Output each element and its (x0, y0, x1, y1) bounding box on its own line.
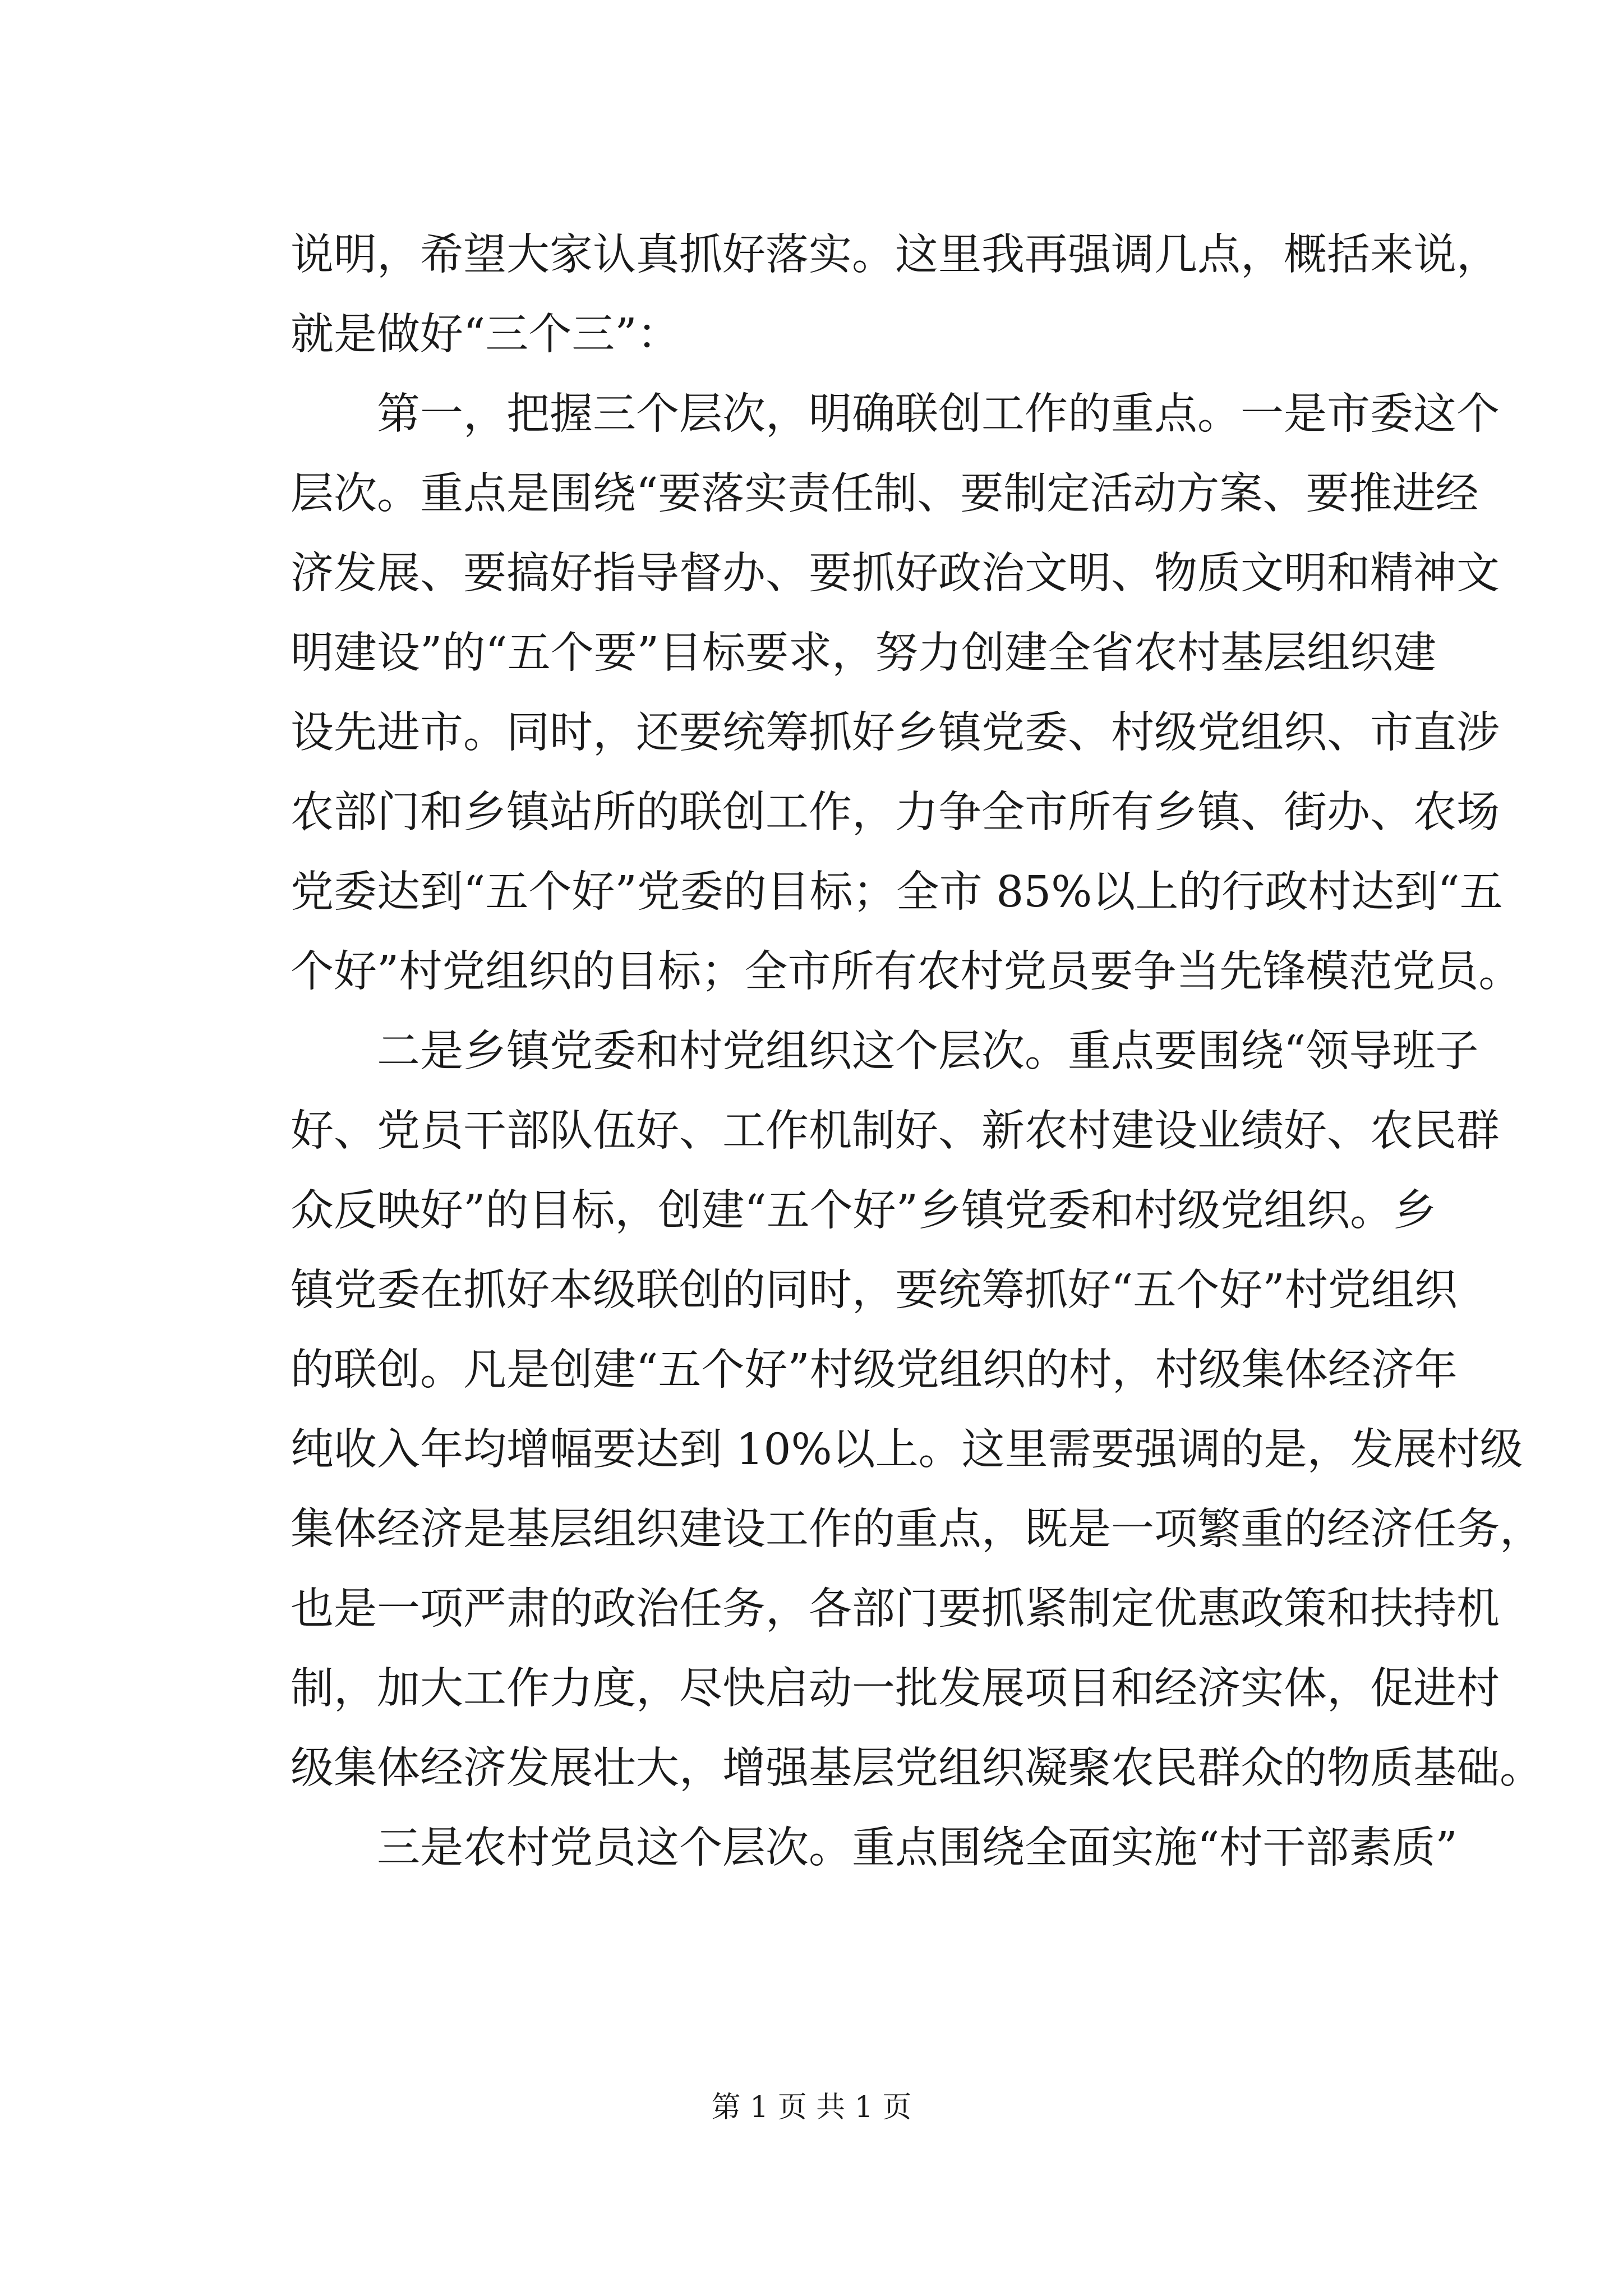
text-line: 农部门和乡镇站所的联创工作，力争全市所有乡镇、街办、农场 (291, 788, 1500, 838)
text-line: 济发展、要搞好指导督办、要抓好政治文明、物质文明和精神文 (291, 549, 1500, 599)
text-line: 制，加大工作力度，尽快启动一批发展项目和经济实体，促进村 (291, 1664, 1500, 1714)
paragraph-start-line: 三是农村党员这个层次。重点围绕全面实施“村干部素质” (377, 1823, 1458, 1873)
text-line: 的联创。凡是创建“五个好”村级党组织的村，村级集体经济年 (291, 1345, 1458, 1395)
text-line: 明建设”的“五个要”目标要求，努力创建全省农村基层组织建 (291, 628, 1437, 678)
text-line: 就是做好“三个三”： (291, 310, 680, 360)
text-line: 纯收入年均增幅要达到 10%以上。这里需要强调的是，发展村级 (291, 1425, 1523, 1475)
document-body (291, 215, 1543, 1888)
text-line: 说明，希望大家认真抓好落实。这里我再强调几点，概括来说， (291, 230, 1500, 280)
text-line: 集体经济是基层组织建设工作的重点，既是一项繁重的经济任务， (291, 1504, 1543, 1554)
text-line: 镇党委在抓好本级联创的同时，要统筹抓好“五个好”村党组织 (291, 1266, 1458, 1315)
text-line: 党委达到“五个好”党委的目标；全市 85%以上的行政村达到“五 (291, 867, 1503, 917)
text-line: 级集体经济发展壮大，增强基层党组织凝聚农民群众的物质基础。 (291, 1743, 1543, 1793)
paragraph-start-line: 二是乡镇党委和村党组织这个层次。重点要围绕“领导班子 (377, 1027, 1479, 1076)
text-line: 层次。重点是围绕“要落实责任制、要制定活动方案、要推进经 (291, 469, 1479, 519)
page-footer (0, 2088, 1623, 2127)
page-number-label: 第 1 页 共 1 页 (711, 2091, 912, 2124)
text-line: 个好”村党组织的目标；全市所有农村党员要争当先锋模范党员。 (291, 947, 1522, 997)
text-line: 设先进市。同时，还要统筹抓好乡镇党委、村级党组织、市直涉 (291, 708, 1500, 758)
paragraph-start-line: 第一，把握三个层次，明确联创工作的重点。一是市委这个 (377, 389, 1500, 439)
text-line: 众反映好”的目标，创建“五个好”乡镇党委和村级党组织。乡 (291, 1186, 1437, 1236)
text-line: 也是一项严肃的政治任务，各部门要抓紧制定优惠政策和扶持机 (291, 1584, 1500, 1634)
text-line: 好、党员干部队伍好、工作机制好、新农村建设业绩好、农民群 (291, 1106, 1500, 1156)
